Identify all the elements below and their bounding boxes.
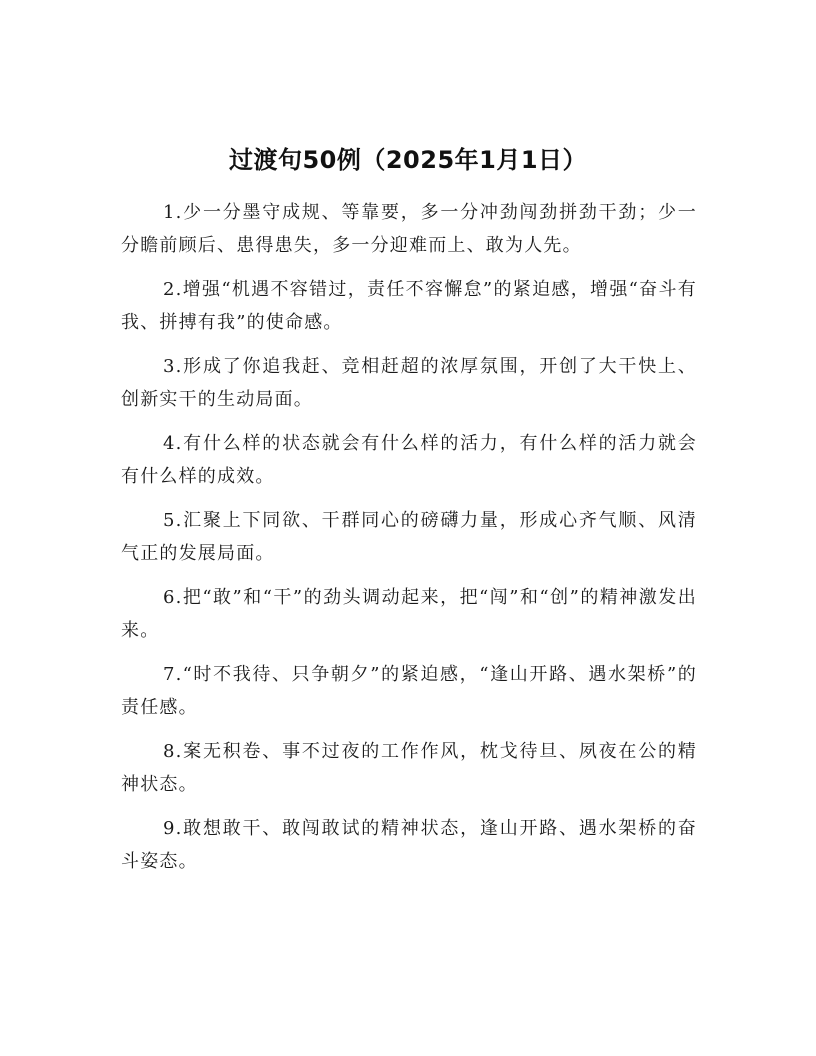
paragraph-3: 3.形成了你追我赶、竞相赶超的浓厚氛围，开创了大干快上、创新实干的生动局面。 [121,356,697,410]
paragraph-5: 5.汇聚上下同欲、干群同心的磅礴力量，形成心齐气顺、风清气正的发展局面。 [121,510,697,564]
paragraph-1: 1.少一分墨守成规、等靠要，多一分冲劲闯劲拼劲干劲；少一分瞻前顾后、患得患失，多一分迎难而上、敢为人先。 [121,202,697,256]
document-title: 过渡句50例（2025年1月1日） [228,146,588,174]
paragraph-9: 9.敢想敢干、敢闯敢试的精神状态，逢山开路、遇水架桥的奋斗姿态。 [121,818,697,872]
paragraph-6: 6.把“敢”和“干”的劲头调动起来，把“闯”和“创”的精神激发出来。 [121,587,697,641]
paragraph-4: 4.有什么样的状态就会有什么样的活力，有什么样的活力就会有什么样的成效。 [121,433,697,487]
document-body [121,196,697,889]
paragraph-2: 2.增强“机遇不容错过，责任不容懈怠”的紧迫感，增强“奋斗有我、拼搏有我”的使命感。 [121,279,697,333]
paragraph-8: 8.案无积卷、事不过夜的工作作风，枕戈待旦、夙夜在公的精神状态。 [121,741,697,795]
paragraph-7: 7.“时不我待、只争朝夕”的紧迫感，“逢山开路、遇水架桥”的责任感。 [121,664,697,718]
